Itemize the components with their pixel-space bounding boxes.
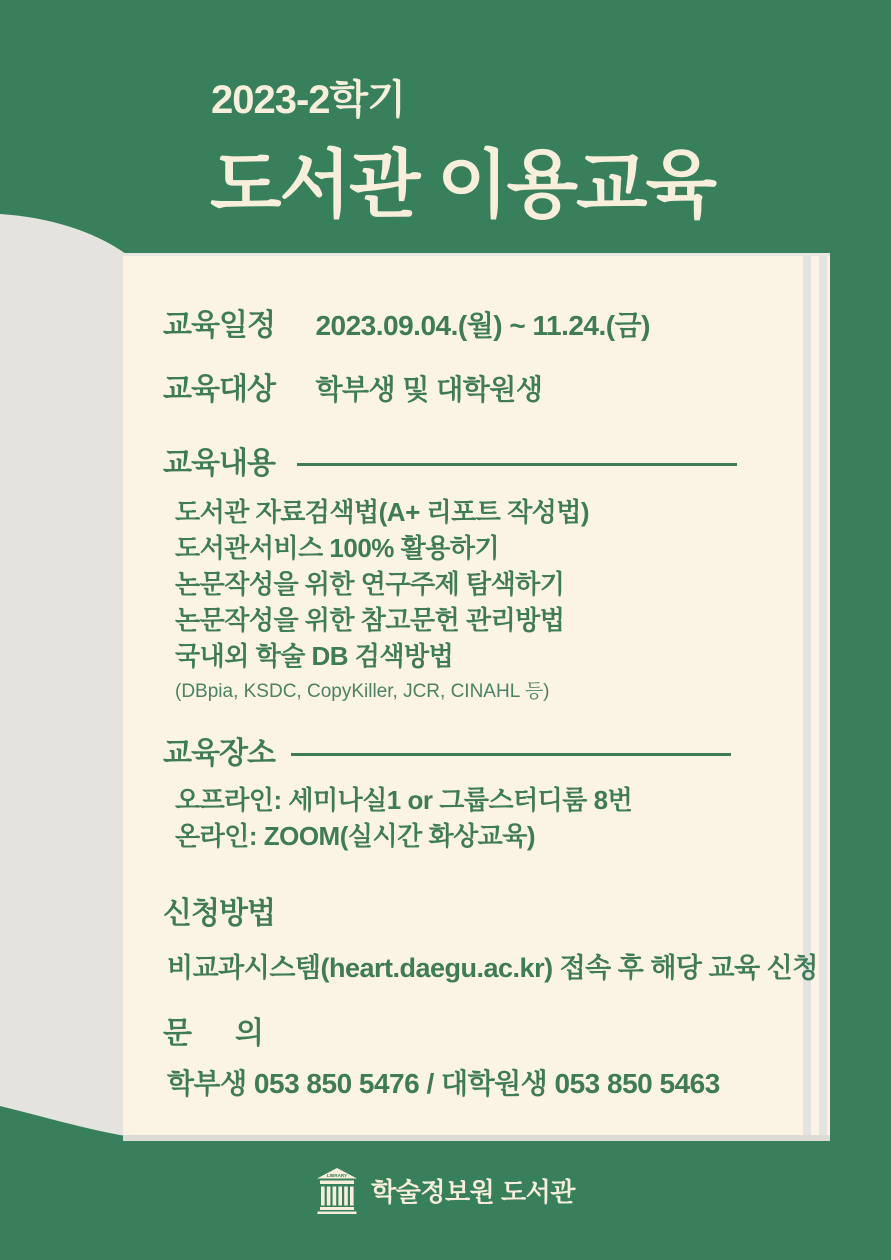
content-item: 도서관 자료검색법(A+ 리포트 작성법) [175,497,590,527]
location-section-divider [291,753,731,756]
content-db-note: (DBpia, KSDC, CopyKiller, JCR, CINAHL 등) [175,681,550,702]
location-item-list [175,782,632,854]
semester-label: 2023-2학기 [211,78,405,122]
target-value: 학부생 및 대학원생 [315,374,543,405]
location-item: 오프라인: 세미나실1 or 그룹스터디룸 8번 [175,785,633,815]
schedule-value: 2023.09.04.(월) ~ 11.24.(금) [315,310,650,341]
schedule-row [163,300,650,344]
target-row [163,364,542,408]
content-item: 논문작성을 위한 연구주제 탐색하기 [175,569,565,599]
content-item: 논문작성을 위한 참고문헌 관리방법 [175,605,565,635]
content-item: 국내외 학술 DB 검색방법 [175,641,454,671]
page-edge-stripe [803,256,811,1135]
library-building-icon [316,1167,358,1214]
apply-method-text: 비교과시스템(heart.daegu.ac.kr) 접속 후 해당 교육 신청 [167,953,818,983]
contact-section-heading: 문 의 [163,1017,263,1050]
location-item: 온라인: ZOOM(실시간 화상교육) [175,821,536,851]
organization-name: 학술정보원 도서관 [371,1176,575,1207]
location-section-heading: 교육장소 [163,737,275,770]
content-item: 도서관서비스 100% 활용하기 [175,533,500,563]
content-section-heading: 교육내용 [163,447,275,480]
poster-page [123,253,830,1141]
target-label: 교육대상 [163,373,275,406]
content-item-list [175,494,589,674]
schedule-label: 교육일정 [163,309,275,342]
library-icon-text: LIBRARY [327,1172,348,1178]
content-section-divider [297,463,737,466]
footer [0,1162,891,1218]
apply-section-heading: 신청방법 [163,897,275,930]
contact-phone-text: 학부생 053 850 5476 / 대학원생 053 850 5463 [167,1068,720,1099]
page-edge-stripe [819,256,827,1135]
poster-title: 도서관 이용교육 [210,143,715,226]
